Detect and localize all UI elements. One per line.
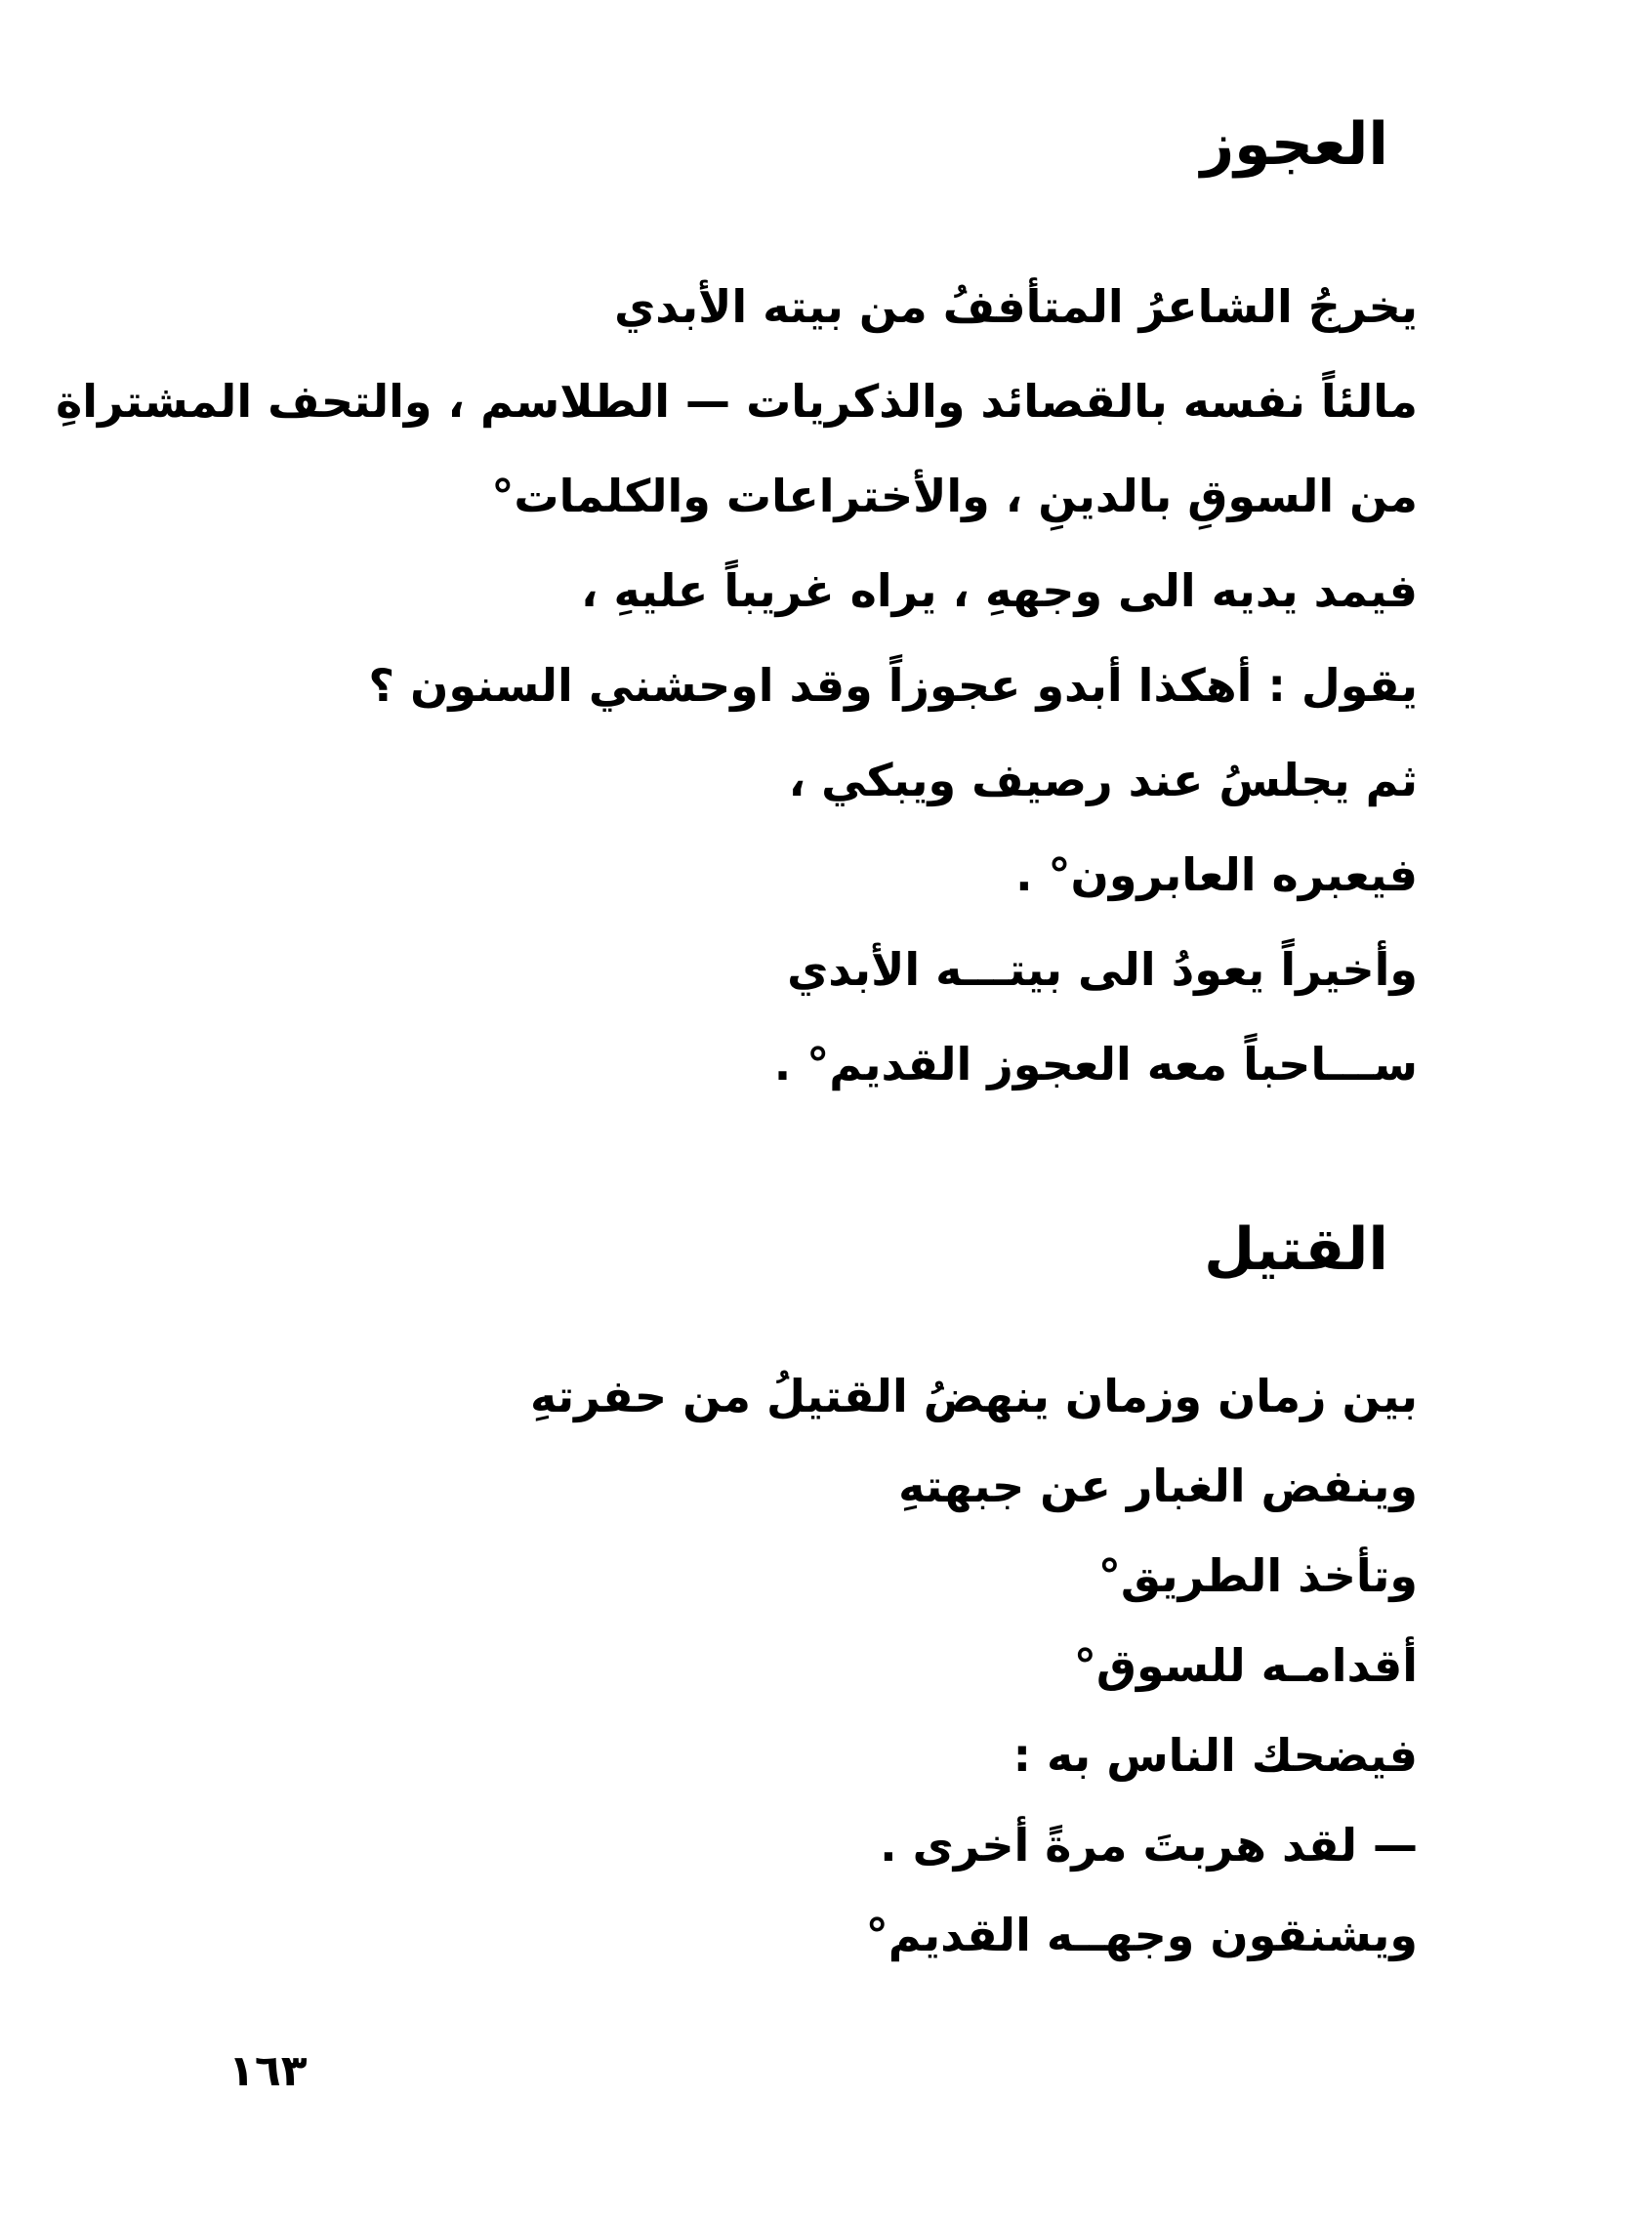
verse-line: وينفض الغبار عن جبهتهِ <box>898 1460 1418 1512</box>
verse-line: يقول : أهكذا أبدو عجوزاً وقد اوحشني السنون ؟ <box>368 659 1418 712</box>
poem-the-slain <box>148 1215 1418 1980</box>
verse-line: مالئاً نفسه بالقصائد والذكريات — الطلاسم ، والتحف المشتراةِ <box>56 375 1418 428</box>
verse-line: بين زمان وزمان ينهضُ القتيلُ من حفرتهِ <box>530 1370 1418 1422</box>
poem-title: العجوز <box>1200 110 1388 179</box>
poem-verses <box>148 1351 1418 1980</box>
poem-verses <box>56 260 1418 1112</box>
verse-line: وتأخذ الطريق° <box>1097 1549 1418 1602</box>
poem-old-man <box>56 110 1418 1112</box>
verse-line: فيمد يديه الى وجههِ ، يراه غريباً عليهِ ، <box>580 564 1418 617</box>
verse-line: أقدامـه للسوق° <box>1073 1639 1418 1692</box>
verse-line: من السوقِ بالدينِ ، والأختراعات والكلمات° <box>491 470 1418 522</box>
verse-line: ســـاحباً معه العجوز القديم° . <box>773 1038 1418 1090</box>
poem-title: القتيل <box>1204 1215 1388 1284</box>
verse-line: ويشنقون وجهــه القديم° <box>865 1909 1418 1961</box>
verse-line: فيعبره العابرون° . <box>1015 848 1418 901</box>
verse-line: وأخيراً يعودُ الى بيتـــه الأبدي <box>787 943 1418 996</box>
verse-line: يخرجُ الشاعرُ المتأففُ من بيته الأبدي <box>614 280 1418 333</box>
page-number: ١٦٣ <box>228 2046 308 2096</box>
verse-line: فيضحك الناس به : <box>1012 1729 1418 1782</box>
verse-line: ثم يجلسُ عند رصيف ويبكي ، <box>788 754 1418 806</box>
verse-line: — لقد هربتَ مرةً أخرى . <box>880 1819 1418 1872</box>
